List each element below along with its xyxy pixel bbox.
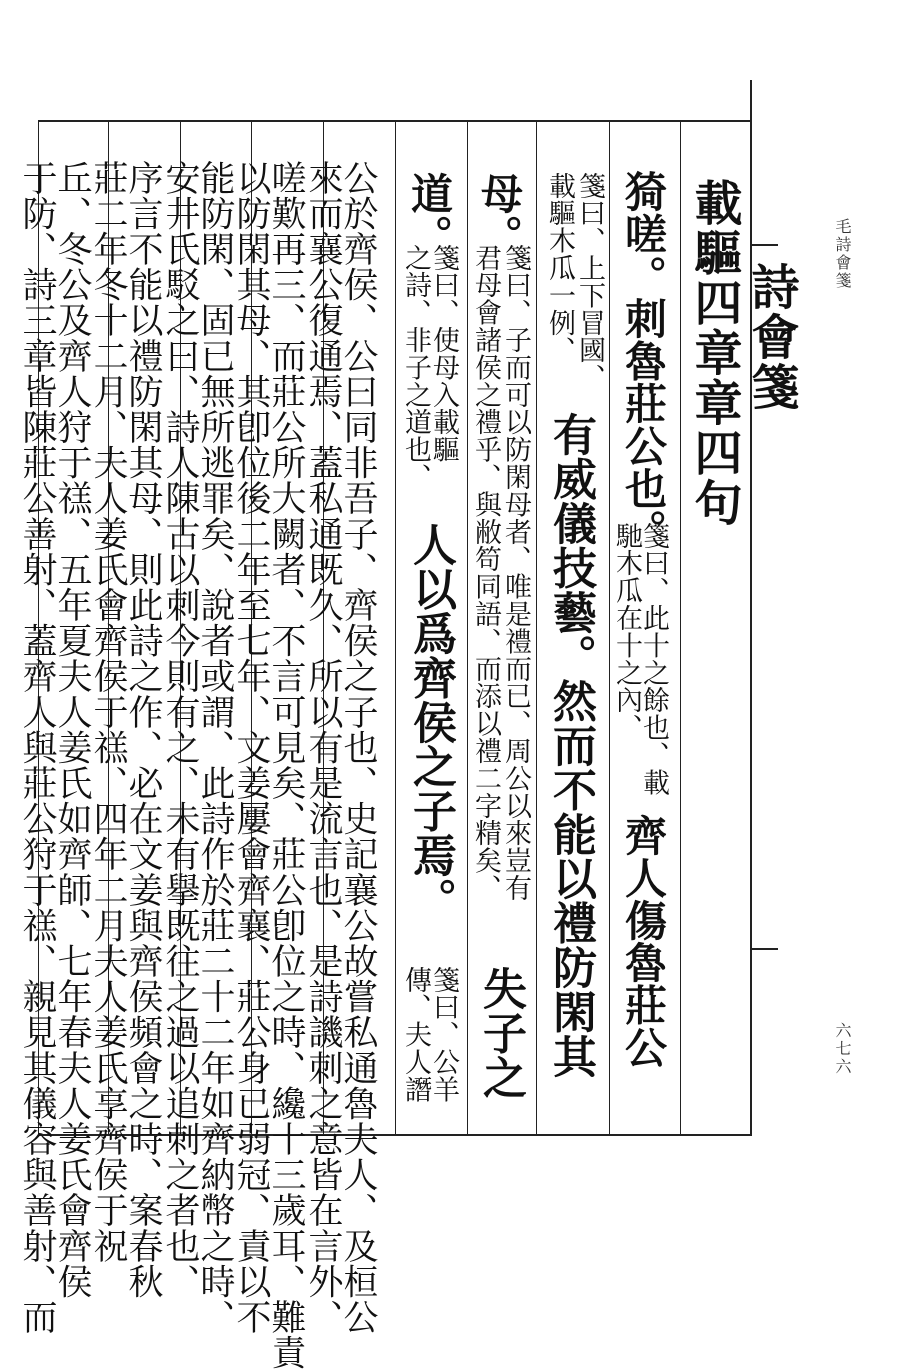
commentary-text: 君母會諸侯之禮乎、與敝笱同語、而添以禮二字精矣、 bbox=[470, 244, 501, 902]
header-tick-top bbox=[752, 244, 778, 246]
commentary-line: 嗟歎再三、而莊公所大闕者、不言可見矣、莊公卽位之時、纔十三歲耳、難責 bbox=[266, 160, 306, 1370]
commentary-text: 箋曰、上下冒國、 bbox=[574, 172, 605, 392]
commentary-text: 箋曰、使母入載驅 bbox=[428, 244, 459, 464]
commentary-text: 傳、夫人譖 bbox=[400, 966, 431, 1103]
commentary-line: 能防閑、固已無所逃罪矣、說者或謂、此詩作於莊二十二年如齊納幣之時、 bbox=[195, 160, 235, 1335]
commentary-line: 序言不能以禮防閑其母、則此詩之作、必在文姜與齊侯頻會之時、案春秋 bbox=[123, 160, 163, 1300]
header-title: 詩會箋 bbox=[743, 262, 799, 412]
verse-text: 道。 bbox=[405, 172, 454, 257]
verse-text: 齊人傷魯莊公 bbox=[619, 814, 668, 1069]
chapter-heading: 載驅四章章四句 bbox=[686, 178, 742, 528]
commentary-line: 安井氏駁之曰、詩人陳古以刺今則有之、未有擧既往之過以追刺之者也、 bbox=[160, 160, 200, 1300]
header-tick-bottom bbox=[752, 948, 778, 950]
commentary-line: 于防、詩三章皆陳莊公善射、蓋齊人與莊公狩于禚、親見其儀容與善射、而 bbox=[17, 160, 57, 1335]
commentary-text: 馳木瓜在十之內、 bbox=[611, 522, 642, 742]
page-number: 六七六 bbox=[833, 1022, 852, 1076]
verse-text: 失子之 bbox=[475, 966, 526, 1100]
right-border-line bbox=[750, 80, 752, 1136]
commentary-line: 以防閑其母、其卽位後二年至七年、文姜屢會齊襄、莊公身已弱冠、責以不 bbox=[231, 160, 271, 1335]
column-divider bbox=[395, 120, 396, 1134]
commentary-text: 箋曰、公羊 bbox=[428, 966, 459, 1103]
commentary-line: 來而襄公復通焉、蓋私通既久、所以有是流言也、是詩譏刺之意皆在言外、 bbox=[303, 160, 343, 1335]
verse-text: 有威儀技藝。然而不能以禮防閑其 bbox=[545, 412, 596, 1078]
column-divider bbox=[467, 120, 468, 1134]
verse-text: 猗嗟。刺魯莊公也。 bbox=[619, 170, 668, 552]
commentary-line: 丘、冬公及齊人狩于禚、五年夏夫人姜氏如齊師、七年春夫人姜氏會齊侯 bbox=[52, 160, 92, 1300]
verse-text: 母。 bbox=[475, 172, 524, 257]
commentary-line: 莊二年冬十二月、夫人姜氏會齊侯于禚、四年二月夫人姜氏享齊侯于祝 bbox=[88, 160, 128, 1264]
commentary-text: 之詩、非子之道也、 bbox=[400, 244, 431, 491]
column-divider bbox=[680, 120, 681, 1134]
column-divider bbox=[536, 120, 537, 1134]
commentary-text: 載驅木瓜一例、 bbox=[544, 172, 575, 364]
commentary-text: 箋曰、子而可以防閑母者、唯是禮而已、周公以來豈有 bbox=[500, 244, 531, 902]
commentary-line: 公於齊侯、公曰同非吾子、齊侯之子也、史記襄公故嘗私通魯夫人、及桓公 bbox=[338, 160, 378, 1335]
book-title: 毛詩會箋 bbox=[833, 218, 852, 290]
column-divider bbox=[609, 120, 610, 1134]
verse-text: 人以爲齊侯之子焉。 bbox=[405, 522, 456, 922]
commentary-text: 箋曰、此十之餘也、載 bbox=[638, 522, 669, 796]
